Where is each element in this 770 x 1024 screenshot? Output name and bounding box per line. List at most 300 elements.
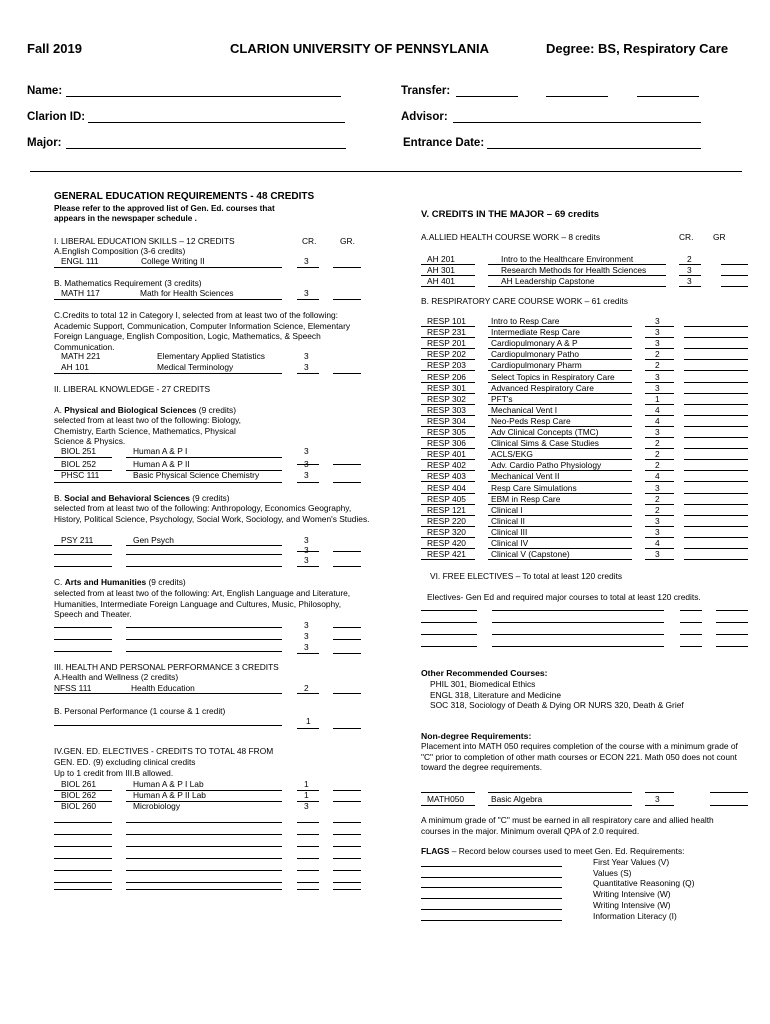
course-credits: 3 [304,535,309,545]
other-course: PHIL 301, Biomedical Ethics [430,679,536,689]
physical-title: Physical and Biological Sciences [64,405,197,415]
course-row-biol260 [61,801,361,812]
gened-note-1: Please refer to the approved list of Gen. Ed. courses that [54,204,275,213]
course-name: Clinical Sims & Case Studies [491,438,599,448]
health-b: B. Personal Performance (1 course & 1 credit) [54,706,226,716]
nondegree-desc: Placement into MATH 050 requires completion of the course with a minimum grade of "C" prior to completion of other math courses or ECON 221. Math 050 does not count toward the degree requirements. [421,741,738,772]
cr-field[interactable] [645,792,674,793]
gr-field[interactable] [684,370,748,371]
course-line [54,373,282,374]
cr-field[interactable] [297,882,319,883]
cr-field[interactable] [297,267,319,268]
university-title: CLARION UNIVERSITY OF PENNSYLANIA [230,41,490,56]
course-line [54,482,282,483]
term: Fall 2019 [27,41,82,56]
cr-field[interactable] [297,693,319,694]
advisor-label: Advisor: [401,111,448,123]
transfer-field-1[interactable] [456,96,518,97]
course-code: RESP 420 [427,538,466,548]
flags-desc: – Record below courses used to meet Gen. Ed. Requirements: [449,846,685,856]
course-line [54,693,282,694]
course-code: MATH 221 [61,351,101,361]
gr-field[interactable] [684,382,748,383]
course-name: Cardiopulmonary A & P [491,338,578,348]
blank-line[interactable] [492,634,664,635]
cr-field[interactable] [297,728,319,729]
social-credits: (9 credits) [192,493,230,503]
gr-field[interactable] [716,646,748,647]
flag-blank-line[interactable] [421,909,562,910]
flag-label: Values (S) [593,868,632,878]
course-row-engl111 [61,256,361,267]
blank-line[interactable] [54,822,112,823]
course-name: Select Topics in Respiratory Care [491,372,615,382]
gr-field[interactable] [684,515,748,516]
blank-line[interactable] [126,834,282,835]
major-field[interactable] [66,148,346,149]
course-code: RESP 304 [427,416,466,426]
blank-line[interactable] [421,622,477,623]
course-credits: 3 [655,327,660,337]
name-field[interactable] [66,96,341,97]
course-name: Intro to the Healthcare Environment [501,254,634,264]
course-credits: 3 [655,383,660,393]
gr-field[interactable] [333,373,361,374]
blank-line[interactable] [421,610,477,611]
liberal-knowledge-heading: II. LIBERAL KNOWLEDGE - 27 CREDITS [54,384,211,394]
gr-field[interactable] [684,437,748,438]
health-a: A.Health and Wellness (2 credits) [54,672,179,682]
gr-field[interactable] [684,393,748,394]
course-name: Microbiology [133,801,181,811]
category-c-desc: C.Credits to total 12 in Category I, selected from at least two of the following: Academic Support, Communication, Computer Information Science, Elementary Foreign Language, English Composition, Logic, Mathematics, & Speech Communication. [54,310,351,352]
course-name: Human A & P II Lab [133,790,206,800]
course-credits: 3 [687,276,692,286]
gr-field[interactable] [333,464,361,465]
cr-field[interactable] [645,559,674,560]
blank-line[interactable] [54,846,112,847]
major-title: V. CREDITS IN THE MAJOR – 69 credits [421,209,600,220]
gr-field[interactable] [333,482,361,483]
flag-label: First Year Values (V) [593,857,670,867]
course-code: BIOL 251 [61,446,97,456]
english-heading: A.English Composition (3-6 credits) [54,246,186,256]
course-line [54,457,112,458]
course-credits: 3 [304,459,309,469]
course-name: Clinical IV [491,538,529,548]
flag-blank-line[interactable] [421,877,562,878]
course-code: RESP 320 [427,527,466,537]
course-name: Mechanical Vent II [491,471,560,481]
course-credits: 1 [304,790,309,800]
course-name: Basic Algebra [491,794,543,804]
course-credits: 3 [304,362,309,372]
gr-field[interactable] [684,415,748,416]
course-credits: 2 [655,449,660,459]
arts-credits: (9 credits) [148,577,186,587]
course-name: Elementary Applied Statistics [157,351,265,361]
course-line [54,299,282,300]
course-name: Intermediate Resp Care [491,327,580,337]
cr-field[interactable] [297,822,319,823]
course-line [126,554,282,555]
gr-field[interactable] [333,882,361,883]
course-credits: 3 [304,620,309,630]
course-line [126,651,282,652]
electives-line-1: GEN. ED. (9) excluding clinical credits [54,757,196,767]
course-code: MATH 117 [61,288,100,298]
social-desc: selected from at least two of the following: Anthropology, Economics Geography, History, Political Science, Psychology, Social Work, Sociology, and Women's Studies. [54,503,370,524]
cr-field[interactable] [297,834,319,835]
course-name: Clinical II [491,516,525,526]
arts-title: Arts and Humanities [64,577,147,587]
cr-field[interactable] [297,858,319,859]
clarion-id-field[interactable] [88,122,345,123]
gr-field[interactable] [684,559,748,560]
gr-field[interactable] [333,858,361,859]
transfer-field-2[interactable] [546,96,608,97]
course-name: Cardiopulmonary Pharm [491,360,582,370]
flag-label: Writing Intensive (W) [593,889,671,899]
gr-heading-right: GR [713,232,726,242]
flag-label: Quantitative Reasoning (Q) [593,878,695,888]
course-code: AH 201 [427,254,455,264]
course-code: PSY 211 [61,535,94,545]
blank-line[interactable] [126,858,282,859]
gr-field[interactable] [684,359,748,360]
gr-field[interactable] [684,426,748,427]
cr-field[interactable] [680,646,702,647]
gr-field[interactable] [333,653,361,654]
gr-field[interactable] [684,326,748,327]
flag-blank-line[interactable] [421,866,562,867]
gr-field[interactable] [684,481,748,482]
min-grade-note: A minimum grade of "C" must be earned in all respiratory care and allied health courses in the major. Minimum overall QPA of 2.0 required. [421,815,714,836]
blank-line[interactable] [54,834,112,835]
gened-note-2: appears in the newspaper schedule . [54,214,197,223]
gr-field[interactable] [333,728,361,729]
cr-field[interactable] [645,805,674,806]
course-code: RESP 301 [427,383,466,393]
course-code: RESP 421 [427,549,466,559]
course-code: AH 401 [427,276,455,286]
degree: Degree: BS, Respiratory Care [546,41,729,56]
cr-field[interactable] [680,610,702,611]
physical-prefix: A. [54,405,62,415]
course-credits: 3 [304,545,309,555]
cr-heading-right: CR. [679,232,694,242]
course-name: Health Education [131,683,195,693]
cr-field[interactable] [297,889,319,890]
gr-field[interactable] [684,548,748,549]
blank-line[interactable] [492,646,664,647]
free-electives-desc: Electives- Gen Ed and required major courses to total at least 120 credits. [427,592,701,602]
course-credits: 3 [304,256,309,266]
course-name: Human A & P II [133,459,190,469]
course-credits: 1 [306,716,311,726]
free-electives-title: VI. FREE ELECTIVES – To total at least 120 credits [430,571,623,581]
course-code: AH 301 [427,265,455,275]
course-code: RESP 303 [427,405,466,415]
cr-field[interactable] [297,846,319,847]
social-prefix: B. [54,493,62,503]
course-name: Medical Terminology [157,362,234,372]
course-line [488,792,632,793]
course-line [421,286,475,287]
gr-field[interactable] [684,348,748,349]
blank-line[interactable] [492,610,664,611]
course-row-ah101 [61,362,361,373]
course-name: Neo-Peds Resp Care [491,416,571,426]
course-line [54,725,282,726]
electives-line-2: Up to 1 credit from III.B allowed. [54,768,174,778]
blank-line[interactable] [54,870,112,871]
flag-blank-line[interactable] [421,887,562,888]
course-code: RESP 405 [427,494,466,504]
blank-line[interactable] [492,622,664,623]
other-course: ENGL 318, Literature and Medicine [430,690,561,700]
course-credits: 2 [655,505,660,515]
blank-line[interactable] [126,846,282,847]
cr-field[interactable] [297,566,319,567]
course-line [54,639,112,640]
math-heading: B. Mathematics Requirement (3 credits) [54,278,202,288]
course-code: RESP 305 [427,427,466,437]
cr-field[interactable] [297,870,319,871]
course-credits: 3 [304,631,309,641]
blank-line[interactable] [54,889,112,890]
course-credits: 3 [304,446,309,456]
gr-field[interactable] [333,822,361,823]
course-line [54,627,112,628]
blank-line[interactable] [421,634,477,635]
course-credits: 2 [655,494,660,504]
course-code: RESP 101 [427,316,466,326]
transfer-field-3[interactable] [637,96,699,97]
electives-title: IV.GEN. ED. ELECTIVES - CREDITS TO TOTAL 48 FROM [54,746,274,756]
gr-field[interactable] [684,459,748,460]
course-code: RESP 404 [427,483,466,493]
course-row-math117 [61,288,361,299]
course-credits: 4 [655,538,660,548]
cr-field[interactable] [645,370,674,371]
gr-field[interactable] [684,504,748,505]
course-credits: 3 [687,265,692,275]
course-line [488,805,632,806]
course-line [488,559,632,560]
gr-field[interactable] [333,627,361,628]
course-credits: 2 [304,683,309,693]
course-row-biol251 [61,446,361,457]
course-code: BIOL 262 [61,790,97,800]
course-name: Adv. Cardio Patho Physiology [491,460,602,470]
course-name: PFT's [491,394,513,404]
course-line [126,627,282,628]
course-row-phsc111 [61,470,361,481]
flags-label: FLAGS [421,846,450,856]
course-line [126,545,282,546]
flag-blank-line[interactable] [421,898,562,899]
blank-line[interactable] [126,889,282,890]
gr-field[interactable] [333,551,361,552]
blank-line[interactable] [54,882,112,883]
cr-field[interactable] [645,481,674,482]
gr-field[interactable] [333,870,361,871]
course-line [126,639,282,640]
flag-label: Writing Intensive (W) [593,900,671,910]
gr-field[interactable] [333,846,361,847]
course-line [421,792,475,793]
course-credits: 3 [304,642,309,652]
blank-line[interactable] [126,882,282,883]
gr-field[interactable] [333,693,361,694]
course-line [54,554,112,555]
entrance-date-field[interactable] [487,148,701,149]
course-credits: 3 [655,338,660,348]
gr-field[interactable] [721,275,748,276]
cr-field[interactable] [680,634,702,635]
course-credits: 3 [304,288,309,298]
course-name: Human A & P I Lab [133,779,204,789]
gr-field[interactable] [721,286,748,287]
course-credits: 3 [655,427,660,437]
course-name: Human A & P I [133,446,188,456]
course-line [488,370,632,371]
blank-line[interactable] [126,822,282,823]
course-line [54,267,282,268]
course-code: RESP 201 [427,338,466,348]
course-line [421,481,475,482]
course-name: Mechanical Vent I [491,405,558,415]
course-row-math050 [427,794,727,805]
gr-field[interactable] [684,493,748,494]
gr-field[interactable] [333,267,361,268]
cr-field[interactable] [297,482,319,483]
course-name: Clinical V (Capstone) [491,549,570,559]
flags-heading [421,846,684,857]
course-code: RESP 403 [427,471,466,481]
course-name: Clinical I [491,505,523,515]
gr-field[interactable] [716,622,748,623]
major-label: Major: [27,137,62,149]
gened-title: GENERAL EDUCATION REQUIREMENTS - 48 CREDITS [54,191,315,202]
course-name: Advanced Respiratory Care [491,383,594,393]
health-heading: III. HEALTH AND PERSONAL PERFORMANCE 3 CREDITS [54,662,279,672]
course-code: RESP 203 [427,360,466,370]
blank-line[interactable] [421,646,477,647]
course-credits: 2 [655,349,660,359]
course-line [421,370,475,371]
cr-field[interactable] [297,299,319,300]
cr-field[interactable] [679,286,701,287]
other-courses-title: Other Recommended Courses: [421,668,548,678]
gr-field[interactable] [684,537,748,538]
gr-field[interactable] [684,404,748,405]
gr-field[interactable] [716,634,748,635]
advisor-field[interactable] [453,122,701,123]
course-row-biol261 [61,779,361,790]
course-name: Basic Physical Science Chemistry [133,470,260,480]
course-credits: 3 [304,351,309,361]
course-code: MATH050 [427,794,465,804]
course-credits: 3 [655,527,660,537]
course-name: ACLS/EKG [491,449,533,459]
course-line [54,566,112,567]
course-credits: 3 [655,483,660,493]
blank-line[interactable] [54,858,112,859]
gr-field[interactable] [721,264,748,265]
blank-line[interactable] [126,870,282,871]
cr-field[interactable] [680,622,702,623]
course-code: AH 101 [61,362,89,372]
physical-credits: (9 credits) [198,405,237,415]
course-line [126,457,282,458]
liberal-skills-heading: I. LIBERAL EDUCATION SKILLS – 12 CREDITS [54,236,235,246]
cr-field[interactable] [297,653,319,654]
gr-field[interactable] [716,610,748,611]
course-credits: 3 [655,316,660,326]
course-credits: 2 [687,254,692,264]
gr-field[interactable] [333,834,361,835]
allied-heading: A.ALLIED HEALTH COURSE WORK – 8 credits [421,232,601,242]
transfer-label: Transfer: [401,85,451,97]
course-credits: 4 [655,471,660,481]
gr-field[interactable] [333,299,361,300]
course-code: RESP 206 [427,372,466,382]
course-name: Gen Psych [133,535,174,545]
cr-field[interactable] [297,464,319,465]
gr-field[interactable] [684,470,748,471]
flag-label: Information Literacy (I) [593,911,677,921]
gr-field[interactable] [684,337,748,338]
cr-field[interactable] [297,373,319,374]
course-code: BIOL 252 [61,459,97,469]
gr-field[interactable] [710,792,748,793]
course-line [488,481,632,482]
course-credits: 2 [655,460,660,470]
gr-field[interactable] [333,639,361,640]
gr-field[interactable] [684,448,748,449]
course-line [421,559,475,560]
course-line [421,805,475,806]
course-credits: 3 [304,801,309,811]
course-credits: 1 [304,779,309,789]
gr-field[interactable] [333,889,361,890]
course-code: PHSC 111 [61,470,100,480]
gr-field[interactable] [710,805,748,806]
course-code: RESP 402 [427,460,466,470]
clarion-id-label: Clarion ID: [27,111,86,123]
gr-field[interactable] [333,566,361,567]
course-credits: 3 [655,372,660,382]
entrance-date-label: Entrance Date: [403,137,485,149]
gr-field[interactable] [684,526,748,527]
course-line [54,545,112,546]
course-code: BIOL 261 [61,779,97,789]
course-code: RESP 231 [427,327,466,337]
resp-heading: B. RESPIRATORY CARE COURSE WORK – 61 credits [421,296,628,306]
physical-desc: selected from at least two of the following: Biology, Chemistry, Earth Science, Mathematics, Physical Science & Physics. [54,415,241,446]
course-name: Intro to Resp Care [491,316,560,326]
flag-blank-line[interactable] [421,920,562,921]
cr-field[interactable] [297,551,319,552]
course-name: Math for Health Sciences [140,288,234,298]
course-code: RESP 121 [427,505,466,515]
course-credits: 3 [655,794,660,804]
course-credits: 2 [655,360,660,370]
arts-desc: selected from at least two of the following: Art, English Language and Literature, Humanities, Intermediate Foreign Language and Cultures, Music, Philosophy, Speech and Theater. [54,588,351,619]
name-label: Name: [27,85,63,97]
